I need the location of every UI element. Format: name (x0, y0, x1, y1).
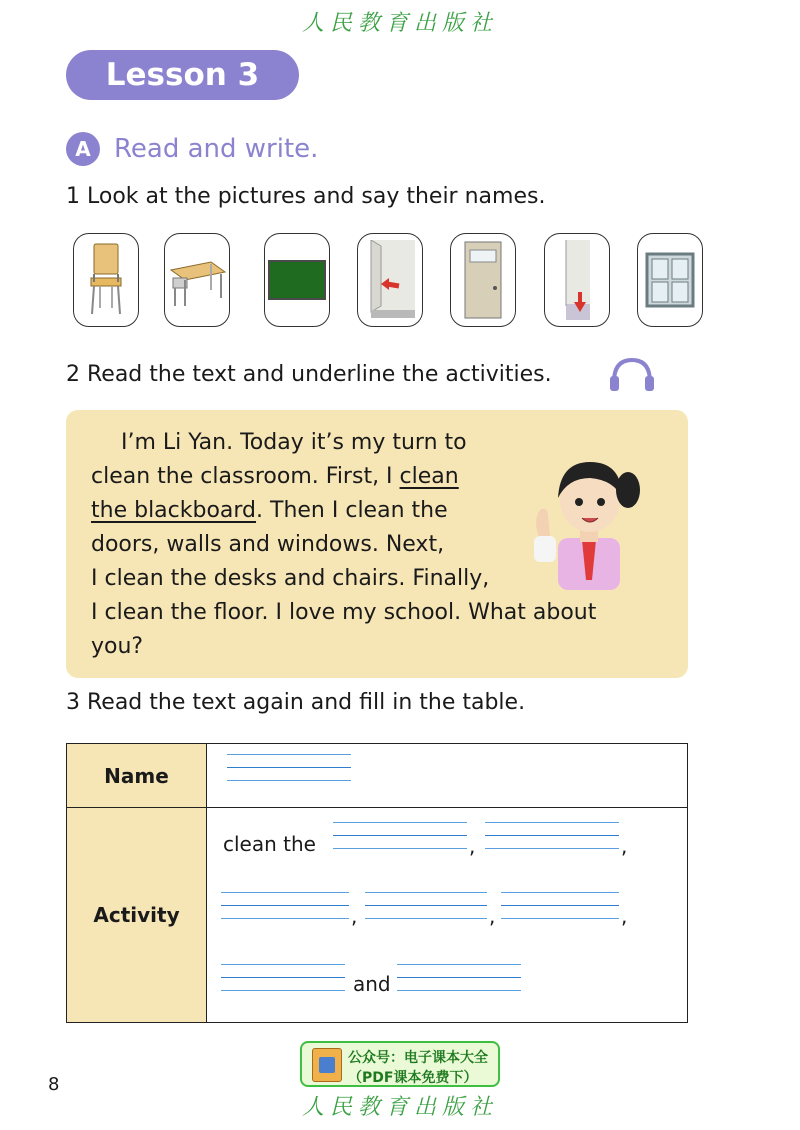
underlined-activity: clean (399, 464, 459, 489)
picture-card-chair (73, 233, 139, 327)
reading-line: you? (91, 634, 144, 659)
picture-card-door (450, 233, 516, 327)
section-a-title: Read and write. (114, 134, 319, 164)
window-icon (645, 252, 695, 308)
blackboard-icon (268, 260, 326, 300)
floor-icon (552, 240, 602, 320)
reading-passage (66, 410, 688, 678)
name-blank[interactable] (227, 754, 351, 768)
page-number: 8 (48, 1074, 60, 1095)
task-1-instruction: 1 Look at the pictures and say their names. (66, 184, 546, 209)
name-answer-cell[interactable] (207, 744, 688, 808)
comma: , (469, 834, 476, 858)
underlined-activity: the blackboard (91, 498, 257, 523)
reading-line: I clean the floor. I love my school. What about (91, 600, 597, 625)
comma: , (351, 904, 358, 928)
picture-card-wall (357, 233, 423, 327)
headphones-icon[interactable] (608, 356, 656, 392)
section-a-heading (66, 132, 318, 166)
task-3-instruction: 3 Read the text again and fill in the table. (66, 690, 526, 715)
picture-card-floor (544, 233, 610, 327)
reading-line: I’m Li Yan. Today it’s my turn to (121, 430, 467, 455)
activity-label: Activity (67, 808, 207, 1023)
fill-in-table (66, 743, 688, 1023)
section-a-badge: A (66, 132, 100, 166)
activity-blank[interactable] (221, 964, 345, 978)
publisher-header: 人民教育出版社 (301, 11, 498, 36)
picture-card-blackboard (264, 233, 330, 327)
activity-blank[interactable] (333, 822, 467, 836)
task-2-instruction: 2 Read the text and underline the activities. (66, 362, 552, 387)
stamp-line-1: 公众号：电子课本大全 (348, 1050, 488, 1066)
activity-blank[interactable] (485, 822, 619, 836)
book-icon (312, 1048, 342, 1082)
stamp-line-2: （PDF课本免费下） (348, 1070, 478, 1086)
clean-the-text: clean the (223, 832, 316, 856)
comma: , (621, 834, 628, 858)
and-text: and (353, 972, 391, 996)
activity-blank[interactable] (501, 892, 619, 906)
reading-text: clean the classroom. First, I (91, 464, 400, 489)
reading-line: I clean the desks and chairs. Finally, (91, 566, 490, 591)
activity-answer-cell[interactable] (207, 808, 688, 1023)
reading-line (91, 464, 459, 489)
name-label: Name (67, 744, 207, 808)
wechat-stamp (300, 1041, 500, 1087)
picture-card-desk (164, 233, 230, 327)
desk-icon (167, 250, 227, 310)
reading-text: . Then I clean the (256, 498, 448, 523)
wall-icon (365, 240, 415, 320)
reading-line (91, 498, 448, 523)
comma: , (621, 904, 628, 928)
publisher-footer: 人民教育出版社 (301, 1095, 498, 1120)
door-icon (461, 240, 505, 320)
activity-blank[interactable] (365, 892, 487, 906)
chair-icon (86, 242, 126, 318)
activity-blank[interactable] (221, 892, 349, 906)
lesson-title: Lesson 3 (66, 50, 299, 100)
reading-line: doors, walls and windows. Next, (91, 532, 445, 557)
picture-card-window (637, 233, 703, 327)
activity-blank[interactable] (397, 964, 521, 978)
comma: , (489, 904, 496, 928)
girl-illustration (510, 440, 660, 590)
